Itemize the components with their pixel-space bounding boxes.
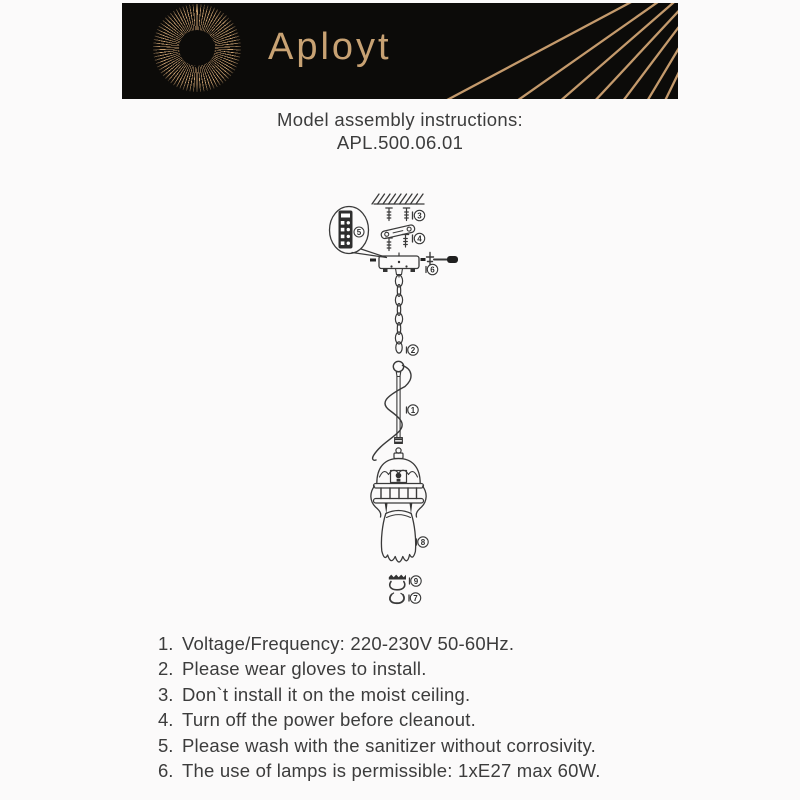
instructions-heading [0,108,800,154]
bracket-screws [386,235,409,251]
part-label-8 [417,537,429,547]
assembly-diagram [300,178,500,614]
svg-text:6: 6 [430,265,435,275]
sunburst-core [179,30,215,66]
svg-text:8: 8 [420,537,426,547]
svg-text:9: 9 [413,576,419,586]
brand-banner [122,3,678,99]
part-label-7 [409,593,421,603]
step-text: Turn off the power before cleanout. [182,709,476,731]
step-text: Please wear gloves to install. [182,658,427,680]
step-number: 5. [158,734,174,756]
svg-text:4: 4 [417,234,422,244]
model-number: APL.500.06.01 [336,132,464,153]
sunburst-logo-icon [153,4,241,92]
step-number: 6. [158,760,174,782]
hanging-ring [393,361,403,376]
part-label-2 [407,345,419,355]
step-item [158,758,698,783]
lamp-crown [377,448,420,484]
assembly-diagram-drawing [300,178,500,614]
step-text: Please wash with the sanitizer without corrosivity. [182,734,596,756]
lamp-cage [371,484,426,518]
step-item [158,733,698,758]
step-number: 4. [158,709,174,731]
instruction-steps [158,631,698,783]
instructions-title: Model assembly instructions: [277,109,523,130]
svg-text:5: 5 [356,227,362,237]
part-label-6 [426,264,438,274]
mounting-bracket [381,224,416,239]
detail-callout-balloon [330,207,387,258]
step-number: 3. [158,683,174,705]
screwdriver [421,253,459,267]
part-label-4 [413,233,425,243]
step-number: 1. [158,633,174,654]
part-label-1 [407,405,419,415]
brand-name: Aployt [268,26,392,68]
terminal-block [339,211,353,249]
side-screw-mark [370,259,376,262]
step-number: 2. [158,658,174,680]
suspension-chain [395,275,402,354]
glass-shade [381,511,415,563]
mounting-screws-top [386,208,410,221]
step-text: Don`t install it on the moist ceiling. [182,683,471,705]
step-text: The use of lamps is permissible: 1xE27 max 60W. [182,760,601,782]
svg-text:7: 7 [413,593,418,603]
step-text: Voltage/Frequency: 220-230V 50-60Hz. [182,633,515,654]
part-label-3 [413,210,425,220]
socket-ring [389,575,406,590]
step-item [158,682,698,707]
power-cable [373,366,411,461]
svg-text:1: 1 [410,405,416,415]
svg-text:3: 3 [417,211,422,221]
step-item [158,707,698,732]
svg-text:2: 2 [410,345,416,355]
suspension-rod [395,377,403,444]
step-item [158,631,698,656]
part-label-9 [410,576,422,586]
step-item [158,656,698,681]
split-ring [390,593,404,603]
part-label-5 [354,227,364,237]
ceiling-hatch [372,194,424,204]
